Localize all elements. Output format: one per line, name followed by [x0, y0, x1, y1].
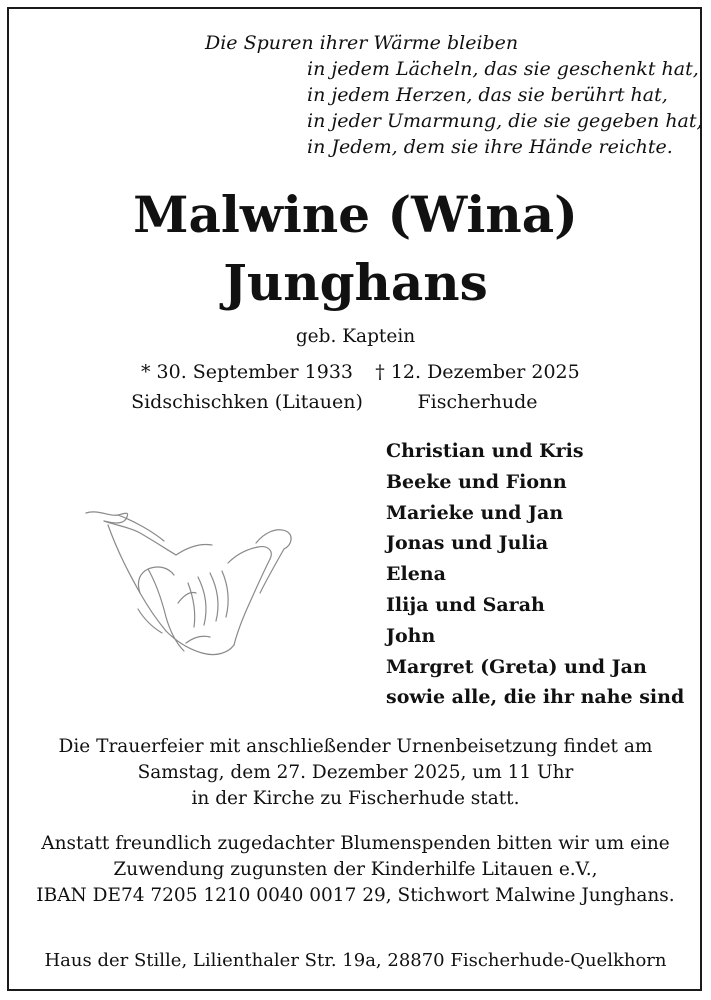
birth-info	[122, 357, 372, 417]
family-list	[386, 436, 684, 713]
poem-line: in Jedem, dem sie ihre Hände reichte.	[307, 136, 673, 158]
family-member: Christian und Kris	[386, 440, 584, 462]
poem-line: in jedem Herzen, das sie berührt hat,	[307, 84, 668, 106]
family-member: sowie alle, die ihr nahe sind	[386, 686, 685, 709]
death-place: Fischerhude	[417, 391, 538, 413]
family-member: Marieke und Jan	[386, 501, 564, 524]
donation-line: Anstatt freundlich zugedachter Blumenspenden bitten wir um eine	[41, 833, 670, 854]
family-member: Beeke und Fionn	[386, 470, 567, 493]
poem-line: in jeder Umarmung, die sie gegeben hat,	[307, 110, 703, 132]
poem-line: in jedem Lächeln, das sie geschenkt hat,	[307, 58, 699, 80]
donation-line: IBAN DE74 7205 1210 0040 0017 29, Stichwort Malwine Junghans.	[36, 885, 675, 906]
family-member: Margret (Greta) und Jan	[386, 655, 647, 678]
birth-place: Sidschischken (Litauen)	[131, 391, 363, 413]
ceremony-info	[0, 734, 711, 812]
family-member: Elena	[386, 563, 446, 586]
deceased-name-line1: Malwine (Wina)	[133, 185, 578, 244]
ceremony-line: Die Trauerfeier mit anschließender Urnenbeisetzung findet am	[58, 736, 653, 757]
death-date: † 12. Dezember 2025	[375, 361, 580, 383]
family-member: John	[386, 624, 436, 647]
funeral-home-address: Haus der Stille, Lilienthaler Str. 19a, 28870 Fischerhude-Quelkhorn	[44, 950, 667, 971]
deceased-name-line2: Junghans	[223, 253, 488, 312]
birth-name: geb. Kaptein	[295, 326, 416, 347]
birth-date: * 30. September 1933	[141, 361, 353, 383]
poem-line: Die Spuren ihrer Wärme bleiben	[205, 32, 519, 54]
death-info	[365, 357, 590, 417]
family-member: Jonas und Julia	[386, 532, 549, 555]
family-member: Ilija und Sarah	[386, 593, 545, 616]
donation-line: Zuwendung zugunsten der Kinderhilfe Litauen e.V.,	[113, 859, 598, 880]
holding-hands-illustration	[78, 503, 303, 668]
donation-info	[0, 831, 711, 909]
ceremony-line: Samstag, dem 27. Dezember 2025, um 11 Uhr	[137, 762, 574, 783]
ceremony-line: in der Kirche zu Fischerhude statt.	[191, 788, 520, 809]
